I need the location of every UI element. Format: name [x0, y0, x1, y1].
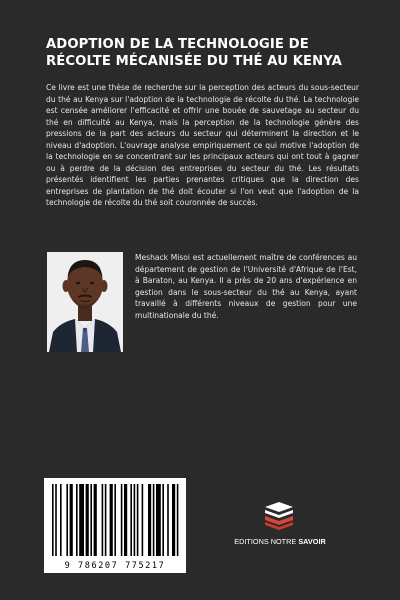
publisher-name-regular: EDITIONS NOTRE: [234, 537, 299, 546]
book-title-line-1: ADOPTION DE LA TECHNOLOGIE DE: [46, 37, 309, 52]
isbn-barcode: [44, 478, 186, 573]
isbn-digits: 9 786207 775217: [64, 561, 166, 571]
author-portrait: [47, 252, 123, 352]
publisher-name: [232, 537, 328, 546]
book-title-line-2: RÉCOLTE MÉCANISÉE DU THÉ AU KENYA: [46, 54, 342, 69]
author-bio: Meshack Misoi est actuellement maître de conférences au département de gestion de l'Université d'Afrique de l'Est, à Baraton, au Kenya. Il a près de 20 ans d'expérience en gestion dans le sous-secteur du thé au Kenya, ayant travaillé à différents niveaux de gestion pour une multinationale du thé.: [135, 253, 357, 320]
stacked-books-icon: [262, 500, 296, 530]
book-title: [46, 36, 366, 70]
book-abstract: Ce livre est une thèse de recherche sur la perception des acteurs du sous-secteur du thé au Kenya sur l'adoption de la technologie de récolte du thé. La technologie est censée améliorer l'efficacité et offrir une bouée de sauvetage au secteur du thé en difficulté au Kenya, mais la perception de la technologie génère des pressions de la part des acteurs du secteur qui déterminent la direction et le niveau d'adoption. L'ouvrage analyse empiriquement ce qui motive l'adoption de la technologie en se concentrant sur les principaux acteurs qui ont tout à gagner ou à perdre de la décision des entreprises du secteur du thé. Les résultats présentés identifient les parties prenantes critiques que la direction des entreprises de plantation de thé doit écouter si l'on veut que l'adoption de la technologie de récolte du thé soit couronnée de succès.: [46, 83, 359, 208]
publisher-name-bold: SAVOIR: [298, 537, 326, 546]
